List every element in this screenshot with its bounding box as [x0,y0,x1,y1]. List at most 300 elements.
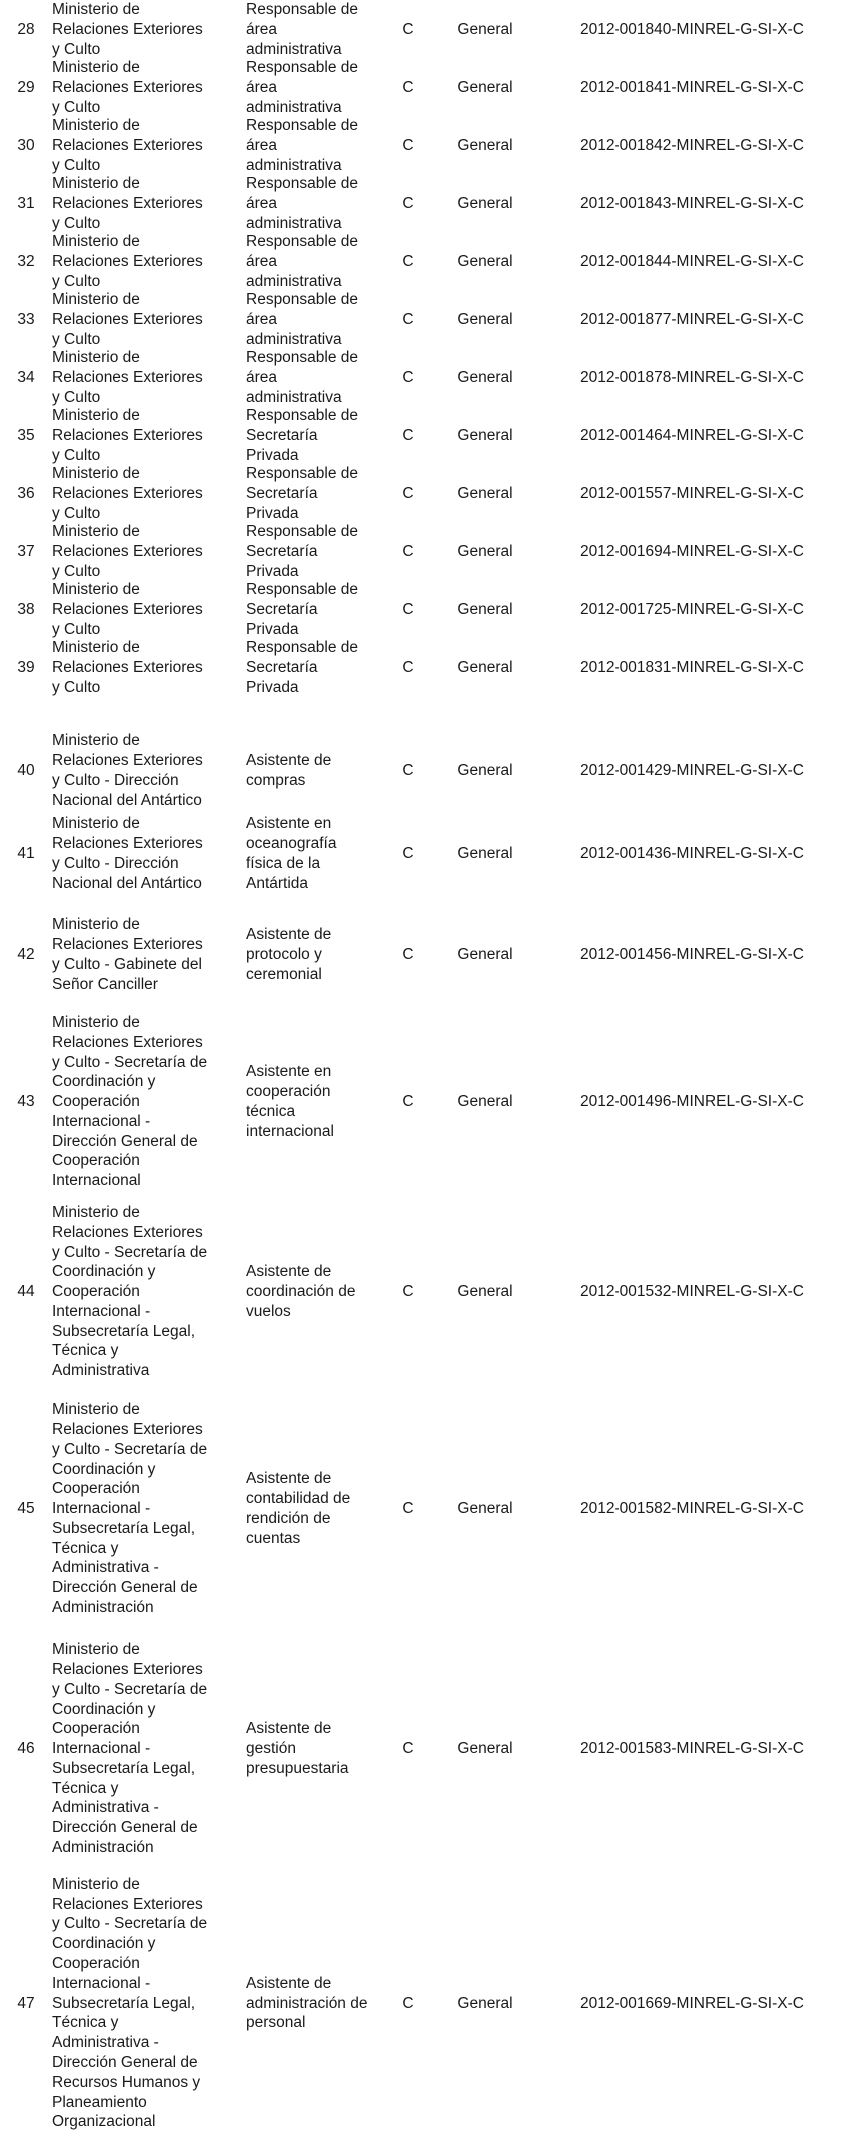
organism-cell-line: Administrativa - [52,2034,159,2052]
organism-cell-line: Organizacional [52,2113,156,2131]
organism-cell-line: Internacional [52,1172,141,1190]
position-cell-line: administración de [246,1994,368,2012]
level-cell: C [402,252,414,270]
organism-cell-line: Nacional del Antártico [52,874,202,892]
organism-cell-line: Técnica y [52,1779,119,1797]
organism-cell-line: Administrativa [52,1362,150,1380]
level-cell: C [402,1500,414,1518]
organism-cell-line: Subsecretaría Legal, [52,1759,196,1777]
table-row [0,58,842,117]
position-cell-line: área [246,78,278,96]
row-number: 36 [17,484,35,502]
position-code: 2012-001436-MINREL-G-SI-X-C [580,845,804,863]
row-number: 45 [17,1500,35,1518]
position-cell-line: oceanografía [246,835,337,853]
organism-cell-line: y Culto [52,678,101,696]
organism-cell-line: Ministerio de [52,916,140,934]
level-cell: C [402,658,414,676]
level-cell: C [402,78,414,96]
level-cell: C [402,946,414,964]
organism-cell-line: Ministerio de [52,407,140,424]
position-cell [246,58,396,117]
row-number: 44 [17,1283,35,1301]
organism-cell-line: Internacional - [52,1740,151,1758]
position-cell-line: Responsable de [246,1,359,18]
organism-cell-line: Señor Canciller [52,975,158,993]
group-cell: General [457,1093,513,1111]
row-number: 43 [17,1093,35,1111]
level-cell: C [402,600,414,618]
position-cell [246,116,396,175]
level-cell: C [402,136,414,154]
organism-cell-line: Cooperación [52,1152,140,1170]
organism-cell-line: Ministerio de [52,1203,140,1221]
position-cell-line: Privada [246,504,299,522]
organism-cell-line: Técnica y [52,1539,119,1557]
position-cell-line: administrativa [246,214,342,232]
position-code: 2012-001842-MINREL-G-SI-X-C [580,136,804,154]
position-cell-line: vuelos [246,1302,291,1320]
table-row [0,406,842,465]
organism-cell-line: Internacional - [52,1302,151,1320]
position-cell-line: administrativa [246,156,342,174]
organism-cell-line: Cooperación [52,1093,140,1111]
organism-cell-line: Internacional - [52,1112,151,1130]
organism-cell-line: Ministerio de [52,523,140,540]
organism-cell-line: Técnica y [52,1342,119,1360]
organism-cell [52,348,242,407]
position-cell-line: Responsable de [246,581,359,598]
organism-cell-line: Coordinación y [52,1073,156,1091]
position-cell-line: Responsable de [246,233,359,250]
group-cell: General [457,1740,513,1758]
table-row [0,806,842,902]
organism-cell [52,1630,242,1868]
organism-cell [52,116,242,175]
organism-cell-line: Ministerio de [52,581,140,598]
position-cell-line: Privada [246,620,299,638]
row-number: 38 [17,600,35,618]
organism-cell-line: Relaciones Exteriores [52,542,203,560]
organism-cell-line: Técnica y [52,2014,119,2032]
group-cell: General [457,136,513,154]
organism-cell-line: Ministerio de [52,233,140,250]
group-cell: General [457,1994,513,2012]
position-code: 2012-001456-MINREL-G-SI-X-C [580,946,804,964]
organism-cell [52,894,242,1016]
organism-cell-line: Internacional - [52,1974,151,1992]
organism-cell-line: Subsecretaría Legal, [52,1322,196,1340]
level-cell: C [402,542,414,560]
position-cell-line: Responsable de [246,175,359,192]
organism-cell-line: Relaciones Exteriores [52,600,203,618]
organism-cell [52,1198,242,1386]
position-cell-line: administrativa [246,330,342,348]
position-cell [246,1390,396,1628]
group-cell: General [457,252,513,270]
position-code: 2012-001583-MINREL-G-SI-X-C [580,1740,804,1758]
organism-cell-line: Ministerio de [52,1,140,18]
organism-cell-line: Administrativa - [52,1559,159,1577]
position-cell-line: física de la [246,855,321,872]
group-cell: General [457,310,513,328]
organism-cell-line: y Culto - Secretaría de [52,1440,208,1458]
position-cell-line: rendición de [246,1510,331,1527]
position-cell [246,464,396,523]
position-code: 2012-001557-MINREL-G-SI-X-C [580,484,804,502]
position-code: 2012-001582-MINREL-G-SI-X-C [580,1500,804,1518]
organism-cell-line: Ministerio de [52,1875,140,1893]
organism-cell-line: Ministerio de [52,59,140,76]
row-number: 29 [17,78,35,96]
organism-cell-line: Relaciones Exteriores [52,752,203,770]
row-number: 32 [17,252,35,270]
organism-cell [52,1390,242,1628]
row-number: 34 [17,368,35,386]
organism-cell [52,174,242,233]
organism-cell [52,232,242,291]
row-number: 31 [17,194,35,212]
organism-cell-line: y Culto - Secretaría de [52,1053,208,1071]
group-cell: General [457,845,513,863]
organism-cell-line: y Culto - Gabinete del [52,956,202,973]
position-cell [246,290,396,349]
table-row [0,580,842,639]
organism-cell-line: Cooperación [52,1283,140,1301]
table-row [0,894,842,1016]
organism-cell-line: Coordinación y [52,1460,156,1478]
level-cell: C [402,1283,414,1301]
level-cell: C [402,845,414,863]
position-cell [246,522,396,581]
row-number: 46 [17,1740,35,1758]
position-code: 2012-001877-MINREL-G-SI-X-C [580,310,804,328]
organism-cell-line: Ministerio de [52,732,140,750]
row-number: 30 [17,136,35,154]
position-cell-line: administrativa [246,388,342,406]
position-cell-line: área [246,136,278,154]
row-number: 47 [17,1994,35,2012]
position-cell-line: cuentas [246,1529,301,1547]
group-cell: General [457,1500,513,1518]
organism-cell-line: Relaciones Exteriores [52,136,203,154]
organism-cell-line: Dirección General de [52,1132,198,1150]
level-cell: C [402,368,414,386]
position-cell-line: Secretaría [246,600,318,618]
organism-cell-line: Internacional - [52,1500,151,1518]
organism-cell-line: Dirección General de [52,2053,198,2071]
position-code: 2012-001841-MINREL-G-SI-X-C [580,78,804,96]
group-cell: General [457,368,513,386]
position-cell-line: área [246,310,278,328]
position-cell-line: área [246,20,278,38]
position-cell-line: Asistente de [246,1974,332,1992]
organism-cell-line: Coordinación y [52,1935,156,1953]
position-cell-line: personal [246,2014,306,2032]
position-code: 2012-001429-MINREL-G-SI-X-C [580,762,804,780]
group-cell: General [457,600,513,618]
position-cell-line: ceremonial [246,965,322,983]
organism-cell-line: Relaciones Exteriores [52,484,203,502]
position-cell [246,638,396,697]
position-cell [246,580,396,639]
position-cell-line: Responsable de [246,465,359,482]
position-cell-line: coordinación de [246,1283,356,1301]
organism-cell-line: y Culto - Dirección [52,772,179,789]
organism-cell-line: y Culto [52,620,101,638]
position-cell-line: Asistente de [246,926,332,944]
organism-cell [52,290,242,349]
group-cell: General [457,194,513,212]
organism-cell-line: y Culto [52,504,101,522]
organism-cell-line: y Culto - Secretaría de [52,1680,208,1698]
organism-cell-line: Relaciones Exteriores [52,1420,203,1438]
position-cell-line: Responsable de [246,291,359,308]
row-number: 40 [17,762,35,780]
organism-cell [52,1008,242,1196]
position-cell-line: área [246,252,278,270]
organism-cell-line: y Culto [52,98,101,116]
group-cell: General [457,484,513,502]
position-cell [246,232,396,291]
table-row [0,348,842,407]
level-cell: C [402,1994,414,2012]
position-code: 2012-001669-MINREL-G-SI-X-C [580,1994,804,2012]
position-cell-line: protocolo y [246,946,322,964]
position-cell-line: Privada [246,446,299,464]
position-cell-line: Secretaría [246,542,318,560]
position-cell-line: cooperación [246,1083,331,1101]
position-cell [246,1008,396,1196]
table-row [0,464,842,523]
position-cell [246,406,396,465]
row-number: 35 [17,426,35,444]
organism-cell-line: y Culto - Secretaría de [52,1915,208,1933]
organism-cell-line: y Culto [52,330,101,348]
organism-cell-line: y Culto [52,40,101,58]
organism-cell-line: y Culto [52,562,101,580]
organism-cell-line: y Culto [52,446,101,464]
table-row [0,290,842,349]
position-cell [246,894,396,1016]
table-row [0,1008,842,1196]
position-cell-line: Asistente de [246,1720,332,1738]
group-cell: General [457,20,513,38]
position-cell-line: Asistente de [246,1263,332,1281]
organism-cell-line: Subsecretaría Legal, [52,1994,196,2012]
group-cell: General [457,426,513,444]
position-cell-line: Responsable de [246,117,359,134]
organism-cell-line: Ministerio de [52,639,140,656]
table-row [0,174,842,233]
table-row [0,522,842,581]
position-cell [246,174,396,233]
position-code: 2012-001878-MINREL-G-SI-X-C [580,368,804,386]
organism-cell-line: Subsecretaría Legal, [52,1519,196,1537]
position-cell-line: Responsable de [246,59,359,76]
organism-cell-line: Ministerio de [52,291,140,308]
organism-cell-line: Relaciones Exteriores [52,194,203,212]
level-cell: C [402,426,414,444]
organism-cell-line: Coordinación y [52,1700,156,1718]
organism-cell-line: Dirección General de [52,1579,198,1597]
row-number: 37 [17,542,35,560]
organism-cell-line: Relaciones Exteriores [52,1033,203,1051]
organism-cell-line: Coordinación y [52,1263,156,1281]
organism-cell [52,464,242,523]
position-cell-line: Secretaría [246,426,318,444]
organism-cell [52,406,242,465]
level-cell: C [402,194,414,212]
level-cell: C [402,1740,414,1758]
organism-cell [52,0,242,59]
position-code: 2012-001844-MINREL-G-SI-X-C [580,252,804,270]
organism-cell-line: y Culto - Dirección [52,855,179,872]
organism-cell-line: Dirección General de [52,1819,198,1837]
position-cell-line: Responsable de [246,349,359,366]
group-cell: General [457,78,513,96]
organism-cell-line: Ministerio de [52,1641,140,1659]
position-cell-line: Asistente en [246,1063,332,1081]
row-number: 42 [17,946,35,964]
position-cell-line: Asistente en [246,815,332,833]
organism-cell-line: Cooperación [52,1955,140,1972]
organism-cell-line: Cooperación [52,1480,140,1498]
table-row [0,232,842,291]
position-code: 2012-001496-MINREL-G-SI-X-C [580,1093,804,1111]
organism-cell-line: Relaciones Exteriores [52,310,203,328]
position-cell-line: Privada [246,562,299,580]
position-cell-line: área [246,368,278,386]
row-number: 39 [17,658,35,676]
organism-cell [52,58,242,117]
organism-cell-line: Ministerio de [52,815,140,833]
organism-cell-line: y Culto [52,214,101,232]
position-cell-line: compras [246,772,306,789]
organism-cell-line: Relaciones Exteriores [52,78,203,96]
organism-cell-line: Cooperación [52,1720,140,1738]
organism-cell-line: Ministerio de [52,1013,140,1031]
organism-cell-line: Administrativa - [52,1799,159,1817]
position-cell-line: internacional [246,1122,334,1140]
organism-cell-line: Relaciones Exteriores [52,20,203,38]
organism-cell [52,806,242,902]
position-cell-line: administrativa [246,40,342,58]
organism-cell [52,1868,242,2139]
level-cell: C [402,762,414,780]
organism-cell [52,638,242,697]
organism-cell-line: Administración [52,1599,154,1617]
position-cell-line: administrativa [246,272,342,290]
position-cell-line: técnica [246,1103,296,1120]
organism-cell-line: Nacional del Antártico [52,791,202,809]
table-row [0,1868,842,2139]
organism-cell [52,580,242,639]
organism-cell-line: Ministerio de [52,175,140,192]
organism-cell-line: Relaciones Exteriores [52,252,203,270]
organism-cell-line: Planeamiento [52,2093,147,2111]
group-cell: General [457,762,513,780]
organism-cell-line: Ministerio de [52,349,140,366]
table-row [0,1630,842,1868]
position-code: 2012-001725-MINREL-G-SI-X-C [580,600,804,618]
position-cell-line: Asistente de [246,1470,332,1488]
table-row [0,116,842,175]
organism-cell-line: Relaciones Exteriores [52,1895,203,1913]
group-cell: General [457,1283,513,1301]
organism-cell-line: Ministerio de [52,1401,140,1419]
position-cell-line: Antártida [246,874,309,892]
organism-cell-line: Relaciones Exteriores [52,835,203,853]
position-code: 2012-001840-MINREL-G-SI-X-C [580,20,804,38]
organism-cell-line: Ministerio de [52,117,140,134]
position-code: 2012-001831-MINREL-G-SI-X-C [580,658,804,676]
position-cell-line: Responsable de [246,523,359,540]
organism-cell-line: Administración [52,1839,154,1857]
position-cell-line: presupuestaria [246,1759,349,1777]
organism-cell-line: Ministerio de [52,465,140,482]
group-cell: General [457,946,513,964]
organism-cell-line: Relaciones Exteriores [52,1223,203,1241]
table-row [0,1390,842,1628]
position-code: 2012-001464-MINREL-G-SI-X-C [580,426,804,444]
group-cell: General [457,542,513,560]
position-cell [246,0,396,59]
organism-cell-line: y Culto [52,156,101,174]
organism-cell-line: y Culto [52,388,101,406]
row-number: 41 [17,845,35,863]
position-cell-line: Responsable de [246,639,359,656]
position-code: 2012-001694-MINREL-G-SI-X-C [580,542,804,560]
position-cell-line: Secretaría [246,484,318,502]
organism-cell-line: y Culto - Secretaría de [52,1243,208,1261]
organism-cell-line: Relaciones Exteriores [52,426,203,444]
position-cell-line: contabilidad de [246,1490,351,1508]
position-cell-line: Privada [246,678,299,696]
position-cell [246,806,396,902]
position-cell-line: gestión [246,1740,296,1758]
position-cell-line: Responsable de [246,407,359,424]
level-cell: C [402,20,414,38]
row-number: 33 [17,310,35,328]
position-cell [246,1868,396,2139]
position-cell-line: Asistente de [246,752,332,770]
organism-cell-line: Recursos Humanos y [52,2073,201,2091]
position-cell [246,1630,396,1868]
position-code: 2012-001532-MINREL-G-SI-X-C [580,1283,804,1301]
organism-cell-line: Relaciones Exteriores [52,1660,203,1678]
table-row [0,1198,842,1386]
position-cell [246,1198,396,1386]
position-cell-line: Secretaría [246,658,318,676]
position-code: 2012-001843-MINREL-G-SI-X-C [580,194,804,212]
organism-cell-line: Relaciones Exteriores [52,658,203,676]
level-cell: C [402,484,414,502]
position-cell-line: área [246,194,278,212]
table-row [0,638,842,697]
table-row [0,0,842,59]
organism-cell-line: Relaciones Exteriores [52,368,203,386]
level-cell: C [402,310,414,328]
organism-cell-line: Relaciones Exteriores [52,936,203,954]
level-cell: C [402,1093,414,1111]
organism-cell-line: y Culto [52,272,101,290]
position-cell-line: administrativa [246,98,342,116]
row-number: 28 [17,20,35,38]
position-cell [246,348,396,407]
organism-cell [52,522,242,581]
group-cell: General [457,658,513,676]
